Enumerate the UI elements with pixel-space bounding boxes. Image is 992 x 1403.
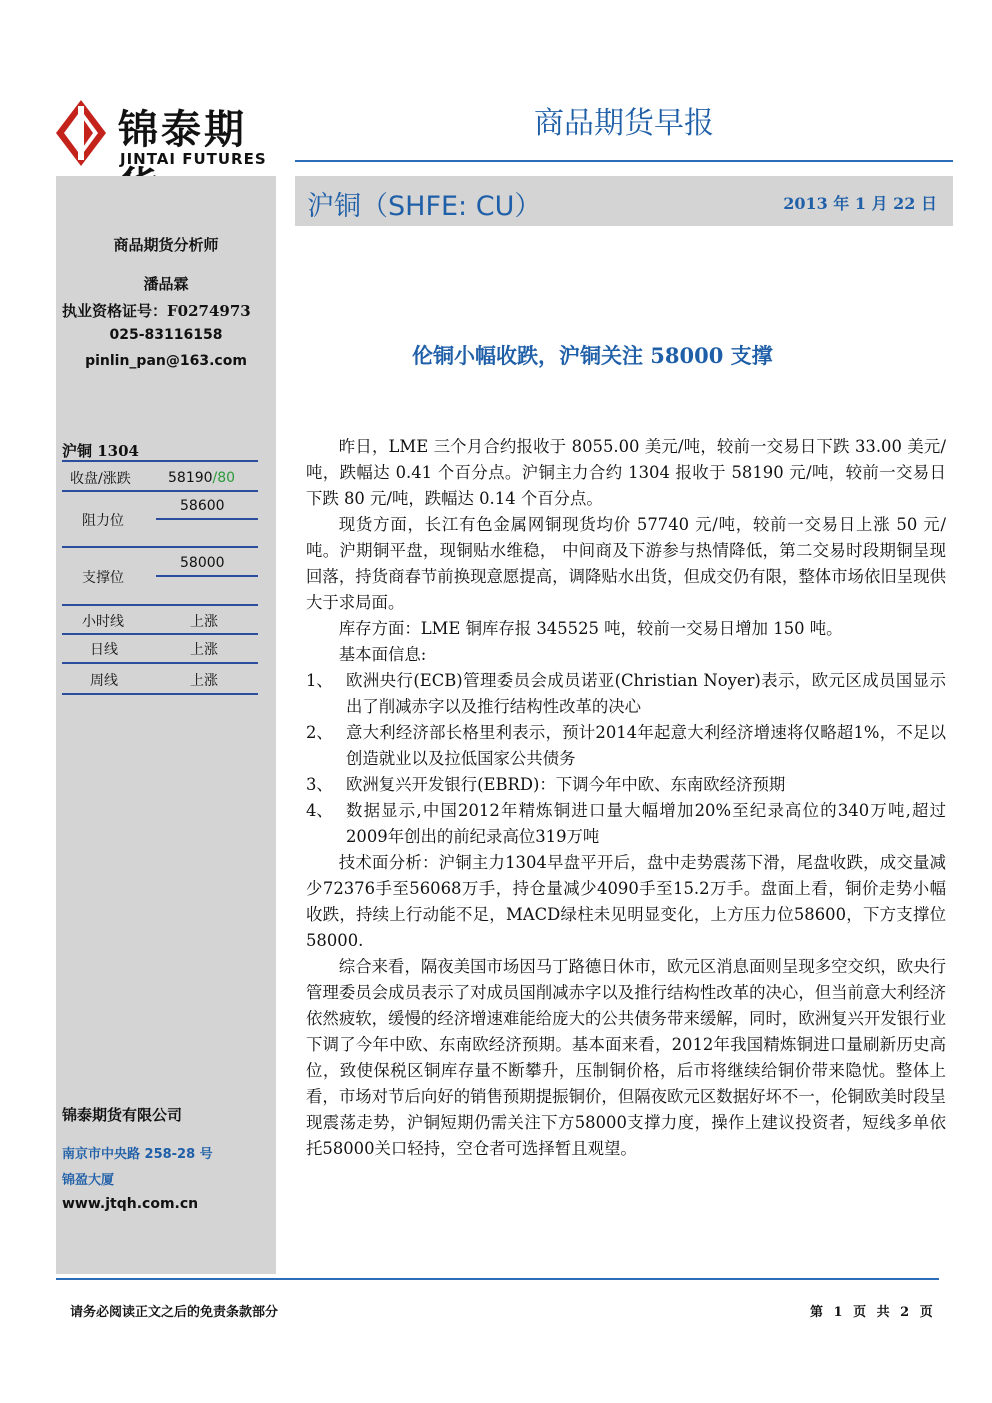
article-body — [306, 434, 946, 1162]
table-rule — [62, 604, 258, 606]
report-title: 商品期货早报 — [534, 106, 714, 141]
table-rule — [156, 518, 258, 520]
company-building: 锦盈大厦 — [62, 1173, 115, 1188]
footer-disclaimer: 请务必阅读正文之后的免责条款部分 — [70, 1305, 279, 1320]
footer-divider — [56, 1278, 939, 1280]
daily-value: 上涨 — [190, 642, 218, 658]
close-price: 58190 — [168, 470, 213, 486]
resistance-label: 阻力位 — [82, 513, 124, 529]
list-item-number: 4、 — [306, 801, 333, 820]
resistance-value: 58600 — [180, 498, 225, 514]
table-rule — [62, 693, 258, 695]
paragraph-fundamentals-title: 基本面信息: — [338, 645, 427, 664]
analyst-license: 执业资格证号：F0274973 — [62, 302, 251, 320]
jintai-logo-icon — [56, 100, 106, 166]
analyst-role: 商品期货分析师 — [113, 236, 219, 254]
table-rule — [62, 490, 258, 492]
list-item-text: 数据显示,中国2012年精炼铜进口量大幅增加20%至纪录高位的340万吨,超过2009年创出的前纪录高位319万吨 — [346, 801, 946, 846]
hourly-value: 上涨 — [190, 614, 218, 630]
analyst-name: 潘品霖 — [143, 275, 189, 293]
page-number: 第 1 页 共 2 页 — [810, 1305, 936, 1320]
close-change-label: 收盘/涨跌 — [70, 471, 131, 487]
paragraph-lme-close: 昨日，LME 三个月合约报收于 8055.00 美元/吨，较前一交易日下跌 33.00 美元/吨，跌幅达 0.41 个百分点。沪铜主力合约 1304 报收于 58190 元/吨，较前一交易日下跌 80 元/吨，跌幅达 0.14 个百分点。 — [306, 437, 946, 508]
close-change-value — [168, 470, 235, 486]
paragraph-inventory: 库存方面：LME 铜库存报 345525 吨，较前一交易日增加 150 吨。 — [338, 619, 843, 638]
list-item — [306, 720, 946, 772]
list-item-text: 欧洲复兴开发银行(EBRD)：下调今年中欧、东南欧经济预期 — [346, 775, 786, 794]
support-label: 支撑位 — [82, 570, 124, 586]
company-website[interactable]: www.jtqh.com.cn — [62, 1196, 199, 1212]
price-change: 80 — [217, 470, 236, 486]
paragraph-technical-analysis: 技术面分析：沪铜主力1304早盘平开后，盘中走势震荡下滑，尾盘收跌，成交量减少72376手至56068万手，持仓量减少4090手至15.2万手。盘面上看，铜价走势小幅收跌，持续上行动能不足，MACD绿柱未见明显变化，上方压力位58600，下方支撑位58000. — [306, 853, 946, 950]
list-item-text: 欧洲央行(ECB)管理委员会成员诺亚(Christian Noyer)表示，欧元区成员国显示出了削减赤字以及推行结构性改革的决心 — [346, 671, 946, 716]
table-rule — [62, 546, 258, 548]
header-divider — [295, 160, 953, 162]
analyst-phone: 025-83116158 — [109, 327, 223, 343]
daily-label: 日线 — [90, 642, 118, 658]
list-item-number: 1、 — [306, 671, 333, 690]
contract-name: 沪铜（SHFE: CU） — [307, 191, 542, 222]
logo-chinese-name: 锦泰期 — [118, 107, 247, 153]
list-item — [306, 772, 946, 798]
paragraph-summary: 综合来看，隔夜美国市场因马丁路德日休市，欧元区消息面则呈现多空交织，欧央行管理委员会成员表示了对成员国削减赤字以及推行结构性改革的决心，但当前意大利经济依然疲软，缓慢的经济增速难能给庞大的公共债务带来缓解，同时，欧洲复兴开发银行业下调了今年中欧、东南欧经济预期。基本面来看，2012年我国精炼铜进口量刷新历史高位，致使保税区铜库存量不断攀升，压制铜价格，后市将继续给铜价带来隐忧。整体上看，市场对节后向好的销售预期提振铜价，但隔夜欧元区数据好坏不一，伦铜欧美时段呈现震荡走势，沪铜短期仍需关注下方58000支撑力度，操作上建议投资者，短线多单依托58000关口轻持，空仓者可选择暂且观望。 — [306, 957, 946, 1158]
report-date: 2013 年 1 月 22 日 — [783, 194, 937, 213]
analyst-email[interactable]: pinlin_pan@163.com — [85, 353, 247, 369]
weekly-label: 周线 — [90, 673, 118, 689]
quote-table-rule — [62, 460, 258, 462]
company-address: 南京市中央路 258-28 号 — [62, 1147, 213, 1162]
change-separator: / — [212, 470, 218, 486]
paragraph-spot-market: 现货方面，长江有色金属网铜现货均价 57740 元/吨，较前一交易日上涨 50 元/吨。沪期铜平盘，现铜贴水维稳， 中间商及下游参与热情降低，第二交易时段期铜呈现回落，持货商春节前换现意愿提高，调降贴水出货，但成交仍有限，整体市场依旧呈现供大于求局面。 — [306, 515, 946, 612]
list-item — [306, 798, 946, 850]
contract-title-bar — [295, 176, 953, 226]
list-item — [306, 668, 946, 720]
table-rule — [156, 575, 258, 577]
list-item-number: 3、 — [306, 775, 333, 794]
list-item-text: 意大利经济部长格里利表示，预计2014年起意大利经济增速将仅略超1%，不足以创造就业以及拉低国家公共债务 — [346, 723, 946, 768]
support-value: 58000 — [180, 555, 225, 571]
quote-table-title: 沪铜 1304 — [62, 442, 139, 460]
logo-english-name: JINTAI FUTURES — [120, 150, 267, 168]
table-rule — [62, 662, 258, 664]
list-item-number: 2、 — [306, 723, 333, 742]
article-headline: 伦铜小幅收跌，沪铜关注 58000 支撑 — [412, 343, 773, 368]
company-name: 锦泰期货有限公司 — [62, 1106, 183, 1124]
table-rule — [62, 633, 258, 635]
company-logo — [56, 98, 276, 170]
hourly-label: 小时线 — [82, 614, 124, 630]
weekly-value: 上涨 — [190, 673, 218, 689]
